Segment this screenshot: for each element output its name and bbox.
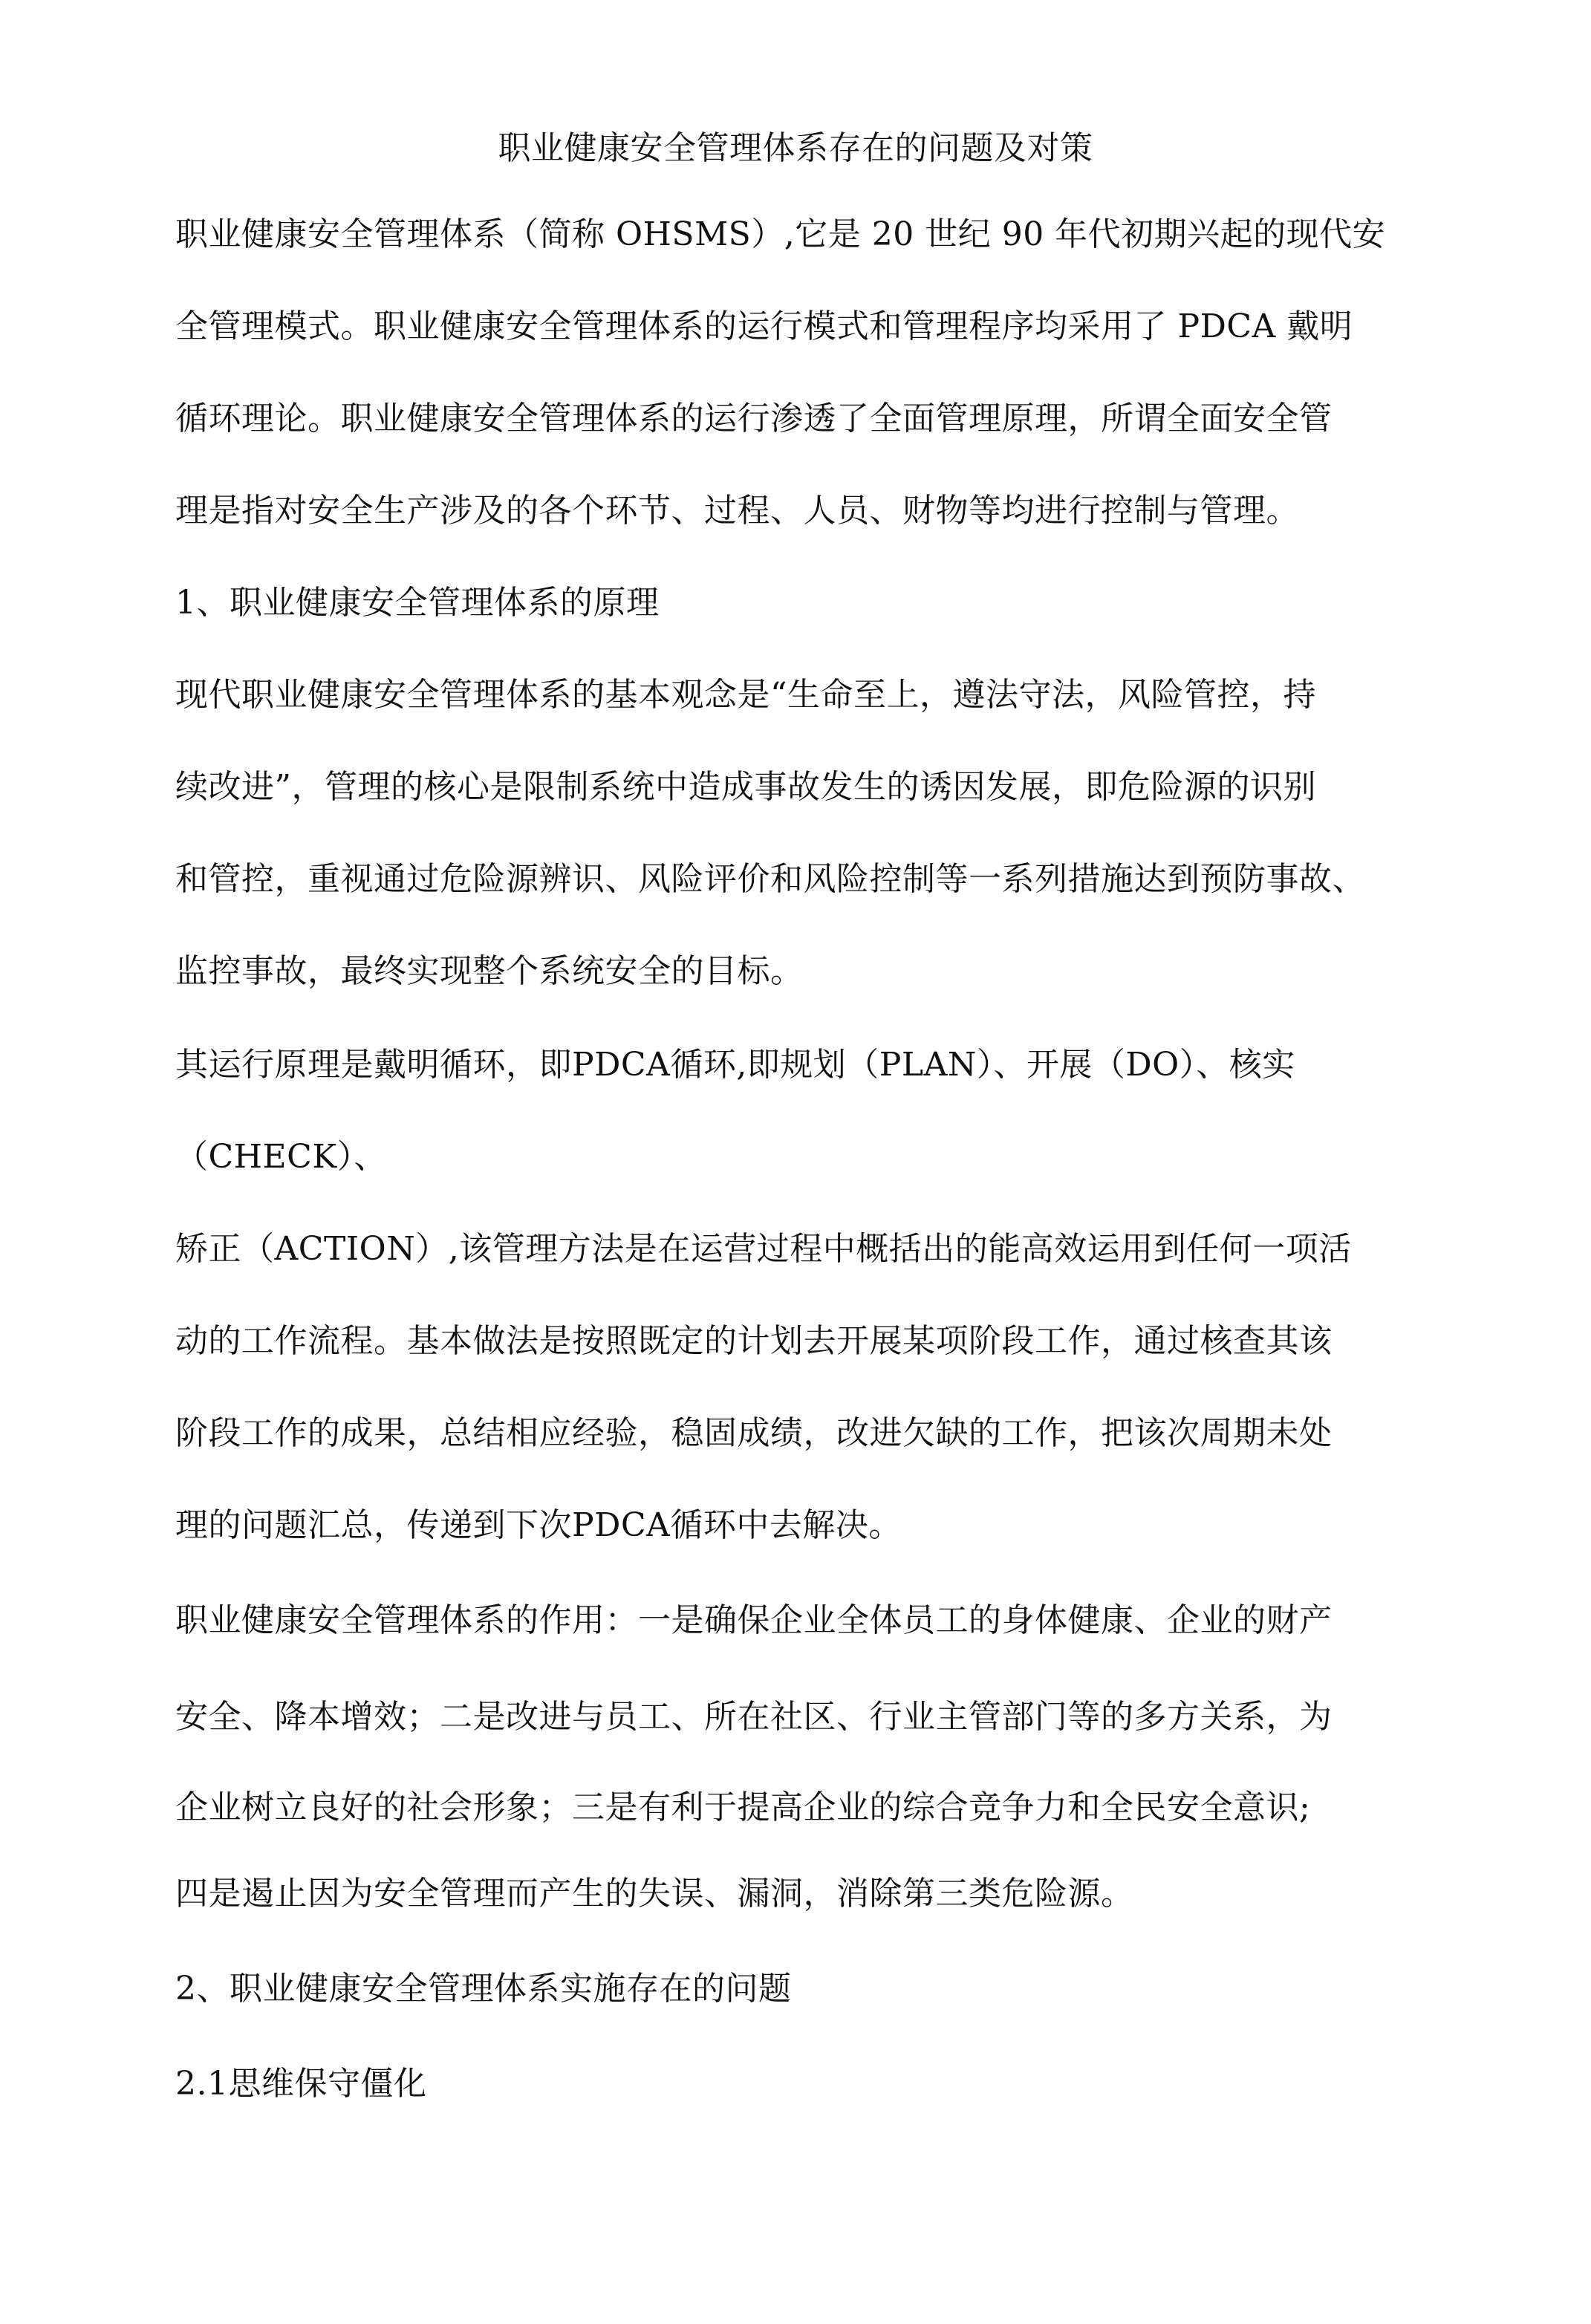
paragraph-line: 动的工作流程。基本做法是按照既定的计划去开展某项阶段工作，通过核查其该	[175, 1322, 1333, 1360]
section-heading: 1、职业健康安全管理体系的原理	[175, 584, 660, 622]
paragraph-line: （CHECK）、	[175, 1138, 387, 1176]
paragraph-line: 其运行原理是戴明循环，即PDCA循环,即规划（PLAN）、开展（DO）、核实	[175, 1046, 1295, 1084]
paragraph-line: 续改进”，管理的核心是限制系统中造成事故发生的诱因发展，即危险源的识别	[175, 768, 1316, 806]
paragraph-line: 现代职业健康安全管理体系的基本观念是“生命至上，遵法守法，风险管控，持	[175, 676, 1316, 714]
paragraph-line: 循环理论。职业健康安全管理体系的运行渗透了全面管理原理，所谓全面安全管	[175, 400, 1333, 437]
paragraph-line: 职业健康安全管理体系的作用：一是确保企业全体员工的身体健康、企业的财产	[175, 1601, 1333, 1639]
paragraph-line: 理的问题汇总，传递到下次PDCA循环中去解决。	[175, 1506, 902, 1544]
paragraph-line: 阶段工作的成果，总结相应经验，稳固成绩，改进欠缺的工作，把该次周期未处	[175, 1414, 1333, 1452]
paragraph-line: 监控事故，最终实现整个系统安全的目标。	[175, 952, 804, 990]
paragraph-line: 四是遏止因为安全管理而产生的失误、漏洞，消除第三类危险源。	[175, 1875, 1134, 1913]
subsection-heading: 2.1思维保守僵化	[175, 2065, 427, 2103]
section-heading: 2、职业健康安全管理体系实施存在的问题	[175, 1970, 792, 2008]
paragraph-line: 和管控，重视通过危险源辨识、风险评价和风险控制等一系列措施达到预防事故、	[175, 860, 1365, 898]
paragraph-line: 矫正（ACTION）,该管理方法是在运营过程中概括出的能高效运用到任何一项活	[175, 1230, 1352, 1268]
page-title: 职业健康安全管理体系存在的问题及对策	[498, 129, 1093, 167]
paragraph-line: 全管理模式。职业健康安全管理体系的运行模式和管理程序均采用了 PDCA 戴明	[175, 307, 1353, 345]
paragraph-line: 安全、降本增效；二是改进与员工、所在社区、行业主管部门等的多方关系，为	[175, 1698, 1333, 1736]
paragraph-line: 理是指对安全生产涉及的各个环节、过程、人员、财物等均进行控制与管理。	[175, 492, 1299, 530]
paragraph-line: 企业树立良好的社会形象；三是有利于提高企业的综合竞争力和全民安全意识;	[175, 1788, 1311, 1826]
paragraph-line: 职业健康安全管理体系（简称 OHSMS）,它是 20 世纪 90 年代初期兴起的现代安	[175, 215, 1386, 253]
